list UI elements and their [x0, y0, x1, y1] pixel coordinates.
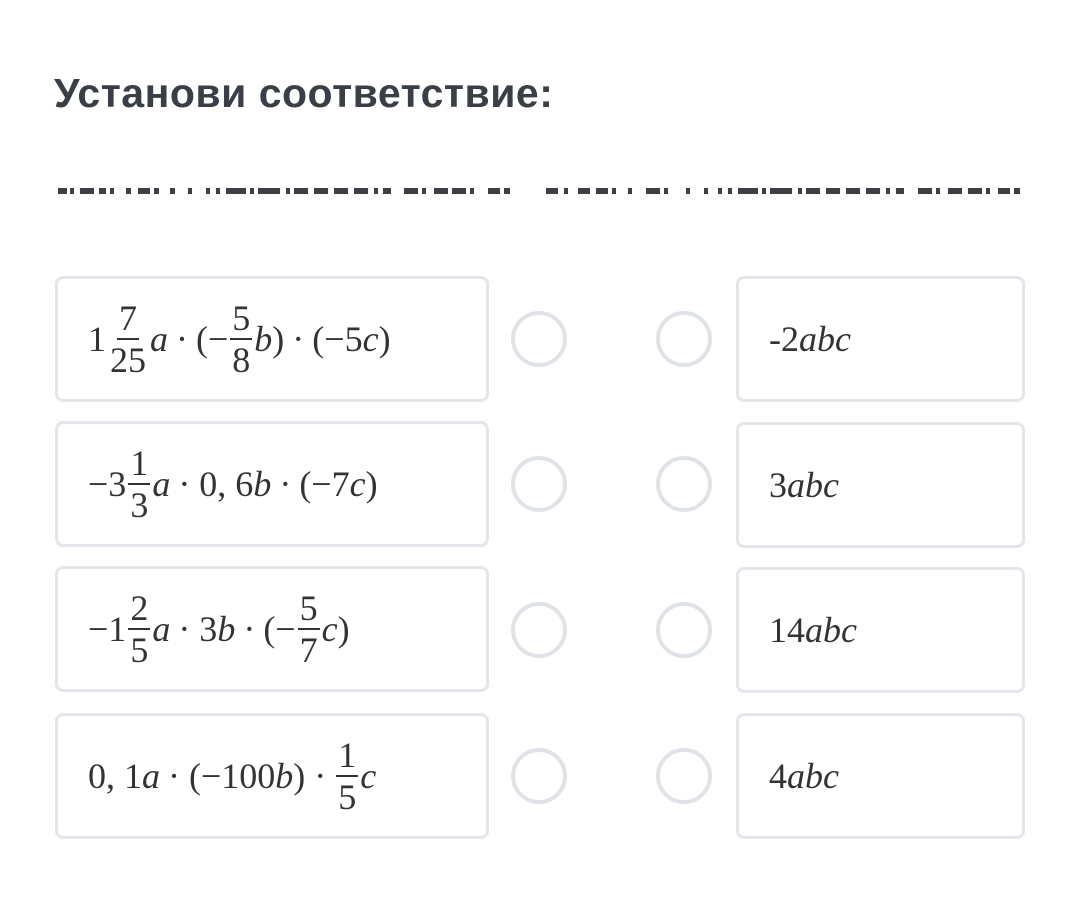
- fraction: $\frac{2}{5}$: [130, 588, 149, 670]
- left-item-4[interactable]: [55, 713, 489, 839]
- divider-dashes-right: [546, 186, 1022, 196]
- right-item-2[interactable]: [736, 422, 1025, 548]
- expression: −3 $\frac{1}{3}$ a · 0, 6 b · (−7 c ): [88, 443, 378, 525]
- fraction: $\frac{1}{5}$: [338, 735, 357, 817]
- answer: 3 abc: [769, 465, 839, 505]
- right-radio-4[interactable]: [656, 748, 712, 804]
- answer: 4 abc: [769, 756, 839, 796]
- left-item-1[interactable]: [55, 276, 489, 402]
- left-radio-3[interactable]: [511, 602, 567, 658]
- answer: -2 abc: [769, 319, 851, 359]
- left-item-3[interactable]: [55, 566, 489, 692]
- fraction: $\frac{5}{8}$: [232, 298, 251, 380]
- left-radio-4[interactable]: [511, 748, 567, 804]
- fraction: $\frac{7}{25}$: [110, 298, 146, 380]
- answer: 14 abc: [769, 610, 857, 650]
- left-radio-1[interactable]: [511, 311, 567, 367]
- fraction: $\frac{5}{7}$: [299, 588, 318, 670]
- divider-dashes-left: [58, 186, 518, 196]
- expression: −1 $\frac{2}{5}$ a · 3 b · (− $\frac{5}{7}$ c ): [88, 588, 350, 670]
- right-radio-1[interactable]: [656, 311, 712, 367]
- right-item-3[interactable]: [736, 567, 1025, 693]
- expression: 0, 1 a · (−100 b ) · $\frac{1}{5}$ c: [88, 735, 377, 817]
- expression: 1 $\frac{7}{25}$ a · (− $\frac{5}{8}$ b ) · (−5 c ): [88, 298, 391, 380]
- right-radio-2[interactable]: [656, 456, 712, 512]
- right-item-4[interactable]: [736, 713, 1025, 839]
- fraction: $\frac{1}{3}$: [130, 443, 149, 525]
- right-radio-3[interactable]: [656, 602, 712, 658]
- left-item-2[interactable]: [55, 421, 489, 547]
- left-radio-2[interactable]: [511, 456, 567, 512]
- page-title: Установи соответствие:: [54, 70, 554, 116]
- right-item-1[interactable]: [736, 276, 1025, 402]
